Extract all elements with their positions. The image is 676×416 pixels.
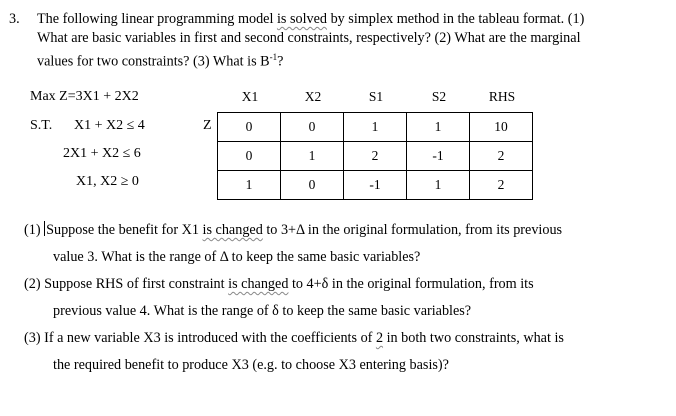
simplex-tableau [217, 112, 533, 200]
tableau-cell: 0 [281, 171, 344, 200]
constraint-2: 2X1 + X2 ≤ 6 [63, 146, 141, 161]
tableau-header-s1: S1 [368, 89, 384, 104]
tableau-cell: 1 [281, 142, 344, 171]
tableau-header-rhs: RHS [488, 89, 516, 104]
tableau-row [218, 142, 533, 171]
text-cursor [44, 221, 45, 236]
question-line-3 [37, 48, 283, 72]
subquestion-1-a: Suppose the benefit for X1 [46, 222, 203, 238]
tableau-row [218, 113, 533, 142]
spellcheck-phrase: 2 [375, 330, 384, 346]
objective-function: Max Z=3X1 + 2X2 [30, 89, 139, 104]
tableau-row-label: Z [203, 118, 212, 133]
st-label: S.T. [30, 118, 53, 133]
subquestion-2-a: (2) Suppose RHS of first constraint [24, 276, 229, 292]
subquestion-2-line-2: previous value 4. What is the range of δ to keep the same basic variables? [53, 303, 472, 319]
question-line-1-b: by simplex method in the tableau format. (1) [327, 11, 585, 27]
tableau-cell: 2 [470, 142, 533, 171]
tableau-header-s2: S2 [431, 89, 447, 104]
tableau-cell: 0 [218, 142, 281, 171]
question-line-3-a: values for two constraints? (3) What is B [37, 53, 270, 70]
tableau-cell: -1 [407, 142, 470, 171]
question-line-1 [37, 10, 584, 29]
tableau-cell: 1 [344, 113, 407, 142]
tableau-cell: 1 [407, 171, 470, 200]
question-number: 3. [9, 11, 20, 27]
tableau-cell: 2 [344, 142, 407, 171]
nonnegativity: X1, X2 ≥ 0 [76, 174, 139, 189]
constraint-1: X1 + X2 ≤ 4 [74, 118, 145, 133]
spellcheck-phrase: is changed [202, 222, 263, 238]
subquestion-1-number: (1) [24, 222, 45, 238]
tableau-header-x1: X1 [241, 89, 259, 104]
subquestion-1-line-1 [24, 217, 562, 244]
question-line-3-b: ? [277, 53, 284, 70]
tableau-cell: -1 [344, 171, 407, 200]
tableau-cell: 10 [470, 113, 533, 142]
question-line-1-a: The following linear programming model [37, 11, 277, 27]
subquestion-2-line-1 [24, 271, 534, 298]
spellcheck-phrase: is changed [228, 276, 289, 292]
spellcheck-phrase: is solved [276, 11, 328, 27]
subquestion-3-a: (3) If a new variable X3 is introduced with the coefficients of [24, 330, 376, 346]
subquestion-3-b: in both two constraints, what is [383, 330, 564, 346]
subquestion-2-b: to 4+δ in the original formulation, from its [288, 276, 534, 292]
tableau-header-x2: X2 [304, 89, 322, 104]
question-line-2: What are basic variables in first and second constraints, respectively? (2) What are the marginal [37, 30, 581, 46]
tableau-row [218, 171, 533, 200]
superscript: -1 [269, 52, 278, 62]
tableau-cell: 1 [407, 113, 470, 142]
tableau-cell: 0 [218, 113, 281, 142]
subquestion-1-line-2: value 3. What is the range of Δ to keep the same basic variables? [53, 249, 421, 265]
subquestion-1-b: to 3+Δ in the original formulation, from its previous [262, 222, 563, 238]
tableau-cell: 2 [470, 171, 533, 200]
tableau-cell: 0 [281, 113, 344, 142]
tableau-cell: 1 [218, 171, 281, 200]
subquestion-3-line-1 [24, 325, 564, 352]
subquestion-3-line-2: the required benefit to produce X3 (e.g. to choose X3 entering basis)? [53, 357, 449, 373]
